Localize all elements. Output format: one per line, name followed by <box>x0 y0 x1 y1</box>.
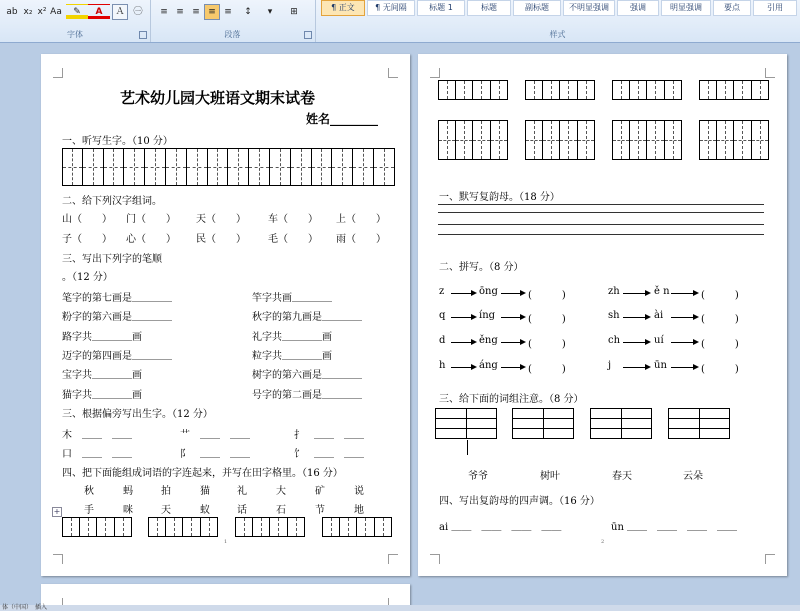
grid-cell <box>438 80 456 100</box>
tianzige-grid <box>235 517 305 537</box>
margin-mark <box>53 554 63 564</box>
char-bottom: 石 <box>276 505 286 516</box>
word-label: 云朵 <box>683 471 703 482</box>
highlight-button[interactable]: ✎ <box>66 4 88 20</box>
style-no-spacing[interactable]: ¶ 无间隔 <box>367 0 415 16</box>
grid-cell <box>491 80 509 100</box>
arrow-icon <box>451 317 475 318</box>
grid-cell <box>473 120 491 160</box>
grid-cell <box>183 517 201 537</box>
pinyin-part: uí <box>654 335 664 346</box>
section-radicals: 三、根据偏旁写出生字。（12 分） <box>62 409 213 420</box>
grid-cell <box>525 80 543 100</box>
pinyin-part: ōng <box>479 286 498 297</box>
char-bottom: 话 <box>237 505 247 516</box>
grid-cell <box>375 517 393 537</box>
name-field: 姓名________ <box>306 112 379 126</box>
pinyin-part: ( ) <box>528 290 566 301</box>
tianzige-grid <box>322 517 392 537</box>
writing-grid <box>612 80 682 100</box>
margin-mark <box>765 68 775 78</box>
char-bottom: 节 <box>315 505 325 516</box>
word-item: 山（ ） <box>62 214 112 225</box>
tone-row: ai ＿＿ ＿＿ ＿＿ ＿＿ <box>439 522 562 533</box>
grid-cell <box>357 517 375 537</box>
stroke-question: 粉字的第六画是＿＿＿＿ <box>62 312 172 323</box>
radical-item: 木 ＿＿ ＿＿ <box>62 430 132 441</box>
grid-cell <box>456 120 474 160</box>
pinyin-part: sh <box>608 310 620 321</box>
section-finals: 一、默写复韵母。（18 分） <box>439 192 560 203</box>
grid-cell <box>630 120 648 160</box>
grid-cell <box>97 517 115 537</box>
word-item: 天（ ） <box>196 214 246 225</box>
arrow-icon <box>623 342 649 343</box>
grid-cell <box>124 148 145 186</box>
arrow-icon <box>623 317 649 318</box>
grid-cell <box>288 517 306 537</box>
pinyin-box <box>512 408 574 439</box>
paragraph-dialog-launcher[interactable] <box>304 31 312 39</box>
arrow-icon <box>501 317 524 318</box>
word-item: 毛（ ） <box>268 234 318 245</box>
writing-grid <box>699 80 769 100</box>
grid-cell <box>148 517 166 537</box>
pinyin-box <box>668 408 730 439</box>
dictation-grid <box>62 148 395 186</box>
writing-grid <box>438 80 508 100</box>
font-dialog-launcher[interactable] <box>139 31 147 39</box>
pinyin-part: ě n <box>654 286 670 297</box>
section-stroke-order: 三、写出下列字的笔顺 <box>62 254 162 265</box>
radical-item: 口 ＿＿ ＿＿ <box>62 449 132 460</box>
stroke-question: 号字的第二画是＿＿＿＿ <box>252 390 362 401</box>
align-left-button[interactable]: ≡ <box>160 7 168 17</box>
grid-cell <box>734 80 752 100</box>
grid-cell <box>291 148 312 186</box>
grid-cell <box>752 80 770 100</box>
pinyin-part: q <box>439 310 446 321</box>
grid-cell <box>166 517 184 537</box>
align-right-button[interactable]: ≡ <box>192 7 200 17</box>
pinyin-part: ěng <box>479 335 498 346</box>
style-emphasis[interactable]: 强调 <box>617 0 659 16</box>
table-move-handle[interactable]: + <box>53 507 61 516</box>
pinyin-box <box>590 408 652 439</box>
char-top: 拍 <box>161 486 171 497</box>
change-case-button[interactable]: Aa <box>50 7 62 17</box>
grid-cell <box>699 80 717 100</box>
grid-cell <box>312 148 333 186</box>
arrow-icon <box>623 367 649 368</box>
word-item: 门（ ） <box>126 214 176 225</box>
style-heading-1[interactable]: 标题 1 <box>417 0 465 16</box>
grid-cell <box>543 80 561 100</box>
margin-mark <box>388 68 398 78</box>
radical-item: 饣 ＿＿ ＿＿ <box>294 449 364 460</box>
section-dictation: 一、听写生字。（10 分） <box>62 136 173 147</box>
stroke-order-score: 。（12 分） <box>62 272 113 283</box>
grid-cell <box>62 148 83 186</box>
paragraph-group <box>150 0 316 42</box>
char-top: 蚂 <box>123 486 133 497</box>
pinyin-part: ( ) <box>701 364 739 375</box>
tianzige-grid <box>62 517 132 537</box>
word-item: 子（ ） <box>62 234 112 245</box>
stroke-question: 迈字的第四画是＿＿＿＿ <box>62 351 172 362</box>
style-quote[interactable]: 引用 <box>753 0 797 16</box>
styles-group-label: 样式 <box>549 30 566 39</box>
superscript-button[interactable]: x² <box>37 7 47 17</box>
grid-cell <box>270 148 291 186</box>
document-page-2[interactable] <box>418 54 787 576</box>
radical-item: 艹 ＿＿ ＿＿ <box>180 430 250 441</box>
enclose-char-button[interactable]: ㊀ <box>133 7 143 17</box>
arrow-icon <box>501 342 524 343</box>
char-bottom: 手 <box>84 505 94 516</box>
pinyin-part: h <box>439 360 446 371</box>
pinyin-part: ( ) <box>528 314 566 325</box>
answer-line <box>438 212 764 213</box>
grid-cell <box>699 120 717 160</box>
arrow-icon <box>451 293 475 294</box>
stroke-question: 竿字共画＿＿＿＿ <box>252 293 332 304</box>
pinyin-part: z <box>439 286 445 297</box>
arrow-icon <box>451 342 475 343</box>
stroke-question: 秋字的第九画是＿＿＿＿ <box>252 312 362 323</box>
section-word-building: 二、给下列汉字组词。 <box>62 196 162 207</box>
grid-cell <box>560 80 578 100</box>
pinyin-part: d <box>439 335 446 346</box>
stroke-question: 宝字共＿＿＿＿画 <box>62 370 142 381</box>
grid-cell <box>560 120 578 160</box>
char-top: 猫 <box>200 486 210 497</box>
grid-cell <box>543 120 561 160</box>
grid-cell <box>612 80 630 100</box>
align-center-button[interactable]: ≡ <box>176 7 184 17</box>
word-label: 爷爷 <box>468 471 488 482</box>
justify-button[interactable]: ≡ <box>204 4 220 20</box>
grid-cell <box>145 148 166 186</box>
writing-grid <box>525 120 595 160</box>
pinyin-part: ( ) <box>701 290 739 301</box>
char-bottom: 咪 <box>123 505 133 516</box>
char-bottom: 蚁 <box>200 505 210 516</box>
pinyin-part: zh <box>608 286 620 297</box>
writing-grid <box>525 80 595 100</box>
section-phonetic: 三、给下面的词组注意。（8 分） <box>439 394 584 405</box>
section-connect-words: 四、把下面能组成词语的字连起来，并写在田字格里。（16 分） <box>62 468 343 479</box>
grid-cell <box>353 148 374 186</box>
text-cursor <box>467 440 468 455</box>
word-item: 车（ ） <box>268 214 318 225</box>
font-group-label: 字体 <box>67 30 83 39</box>
status-bar <box>0 605 800 611</box>
arrow-icon <box>623 293 649 294</box>
grid-cell <box>322 517 340 537</box>
grid-cell <box>491 120 509 160</box>
arrow-icon <box>671 317 697 318</box>
char-bottom: 天 <box>161 505 171 516</box>
style-subtle-emphasis[interactable]: 不明显强调 <box>563 0 615 16</box>
stroke-question: 猫字共＿＿＿＿画 <box>62 390 142 401</box>
style-subtitle[interactable]: 副标题 <box>513 0 561 16</box>
grid-cell <box>647 120 665 160</box>
answer-line <box>438 204 764 205</box>
radical-item: 阝 ＿＿ ＿＿ <box>180 449 250 460</box>
writing-grid <box>438 120 508 160</box>
shading-button[interactable]: ▾ <box>267 7 273 17</box>
grid-cell <box>578 80 596 100</box>
arrow-icon <box>451 367 475 368</box>
style-strong[interactable]: 要点 <box>713 0 751 16</box>
margin-mark <box>765 554 775 564</box>
margin-mark <box>53 68 63 78</box>
tone-row: ūn ＿＿ ＿＿ ＿＿ ＿＿ <box>611 522 738 533</box>
grid-cell <box>228 148 249 186</box>
grid-cell <box>734 120 752 160</box>
subscript-button[interactable]: x₂ <box>23 7 33 17</box>
answer-line <box>438 234 764 235</box>
tianzige-grid <box>148 517 218 537</box>
stroke-question: 粒字共＿＿＿＿画 <box>252 351 332 362</box>
grid-cell <box>665 80 683 100</box>
styles-group <box>315 0 800 42</box>
paragraph-group-label: 段落 <box>224 30 241 39</box>
grid-cell <box>270 517 288 537</box>
pinyin-part: ài <box>654 310 664 321</box>
pinyin-part: íng <box>479 310 496 321</box>
line-spacing-button[interactable]: ↕ <box>244 7 252 17</box>
stroke-question: 礼字共＿＿＿＿画 <box>252 332 332 343</box>
char-bottom: 地 <box>354 505 364 516</box>
stroke-question: 笔字的第七画是＿＿＿＿ <box>62 293 172 304</box>
grid-cell <box>62 517 80 537</box>
status-text: 体（中国） 插入 <box>2 604 48 611</box>
arrow-icon <box>501 367 524 368</box>
grid-cell <box>630 80 648 100</box>
char-top: 秋 <box>84 486 94 497</box>
grid-cell <box>201 517 219 537</box>
grid-cell <box>83 148 104 186</box>
style-title[interactable]: 标题 <box>467 0 511 16</box>
strikethrough-button[interactable]: ab <box>6 7 18 17</box>
stroke-question: 路字共＿＿＿＿画 <box>62 332 142 343</box>
word-item: 雨（ ） <box>336 234 386 245</box>
section-tones: 四、写出复韵母的四声调。（16 分） <box>439 496 600 507</box>
font-color-button[interactable]: A <box>88 4 110 20</box>
page-number: 1 <box>224 539 228 545</box>
grid-cell <box>717 80 735 100</box>
pinyin-part: ch <box>608 335 621 346</box>
grid-cell <box>374 148 395 186</box>
grid-cell <box>166 148 187 186</box>
word-item: 心（ ） <box>126 234 176 245</box>
arrow-icon <box>671 293 697 294</box>
pinyin-part: ( ) <box>701 339 739 350</box>
word-label: 树叶 <box>540 471 560 482</box>
style-normal[interactable]: ¶ 正文 <box>321 0 365 16</box>
word-item: 上（ ） <box>336 214 386 225</box>
exam-title: 艺术幼儿园大班语文期末试卷 <box>120 89 316 107</box>
grid-cell <box>115 517 133 537</box>
word-label: 春天 <box>612 471 632 482</box>
margin-mark <box>388 554 398 564</box>
pinyin-part: j <box>608 360 612 371</box>
grid-cell <box>456 80 474 100</box>
grid-cell <box>332 148 353 186</box>
radical-item: 扌 ＿＿ ＿＿ <box>294 430 364 441</box>
section-spelling: 二、拼写。（8 分） <box>439 262 524 273</box>
writing-grid <box>699 120 769 160</box>
answer-line <box>438 224 764 225</box>
document-page-1[interactable] <box>41 54 410 576</box>
grid-cell <box>525 120 543 160</box>
grid-cell <box>752 120 770 160</box>
pinyin-part: ( ) <box>528 339 566 350</box>
grid-cell <box>340 517 358 537</box>
pinyin-part: ( ) <box>701 314 739 325</box>
grid-cell <box>473 80 491 100</box>
grid-cell <box>717 120 735 160</box>
page-number: 2 <box>601 539 605 545</box>
grid-cell <box>208 148 229 186</box>
grid-cell <box>665 120 683 160</box>
margin-mark <box>430 554 440 564</box>
grid-cell <box>438 120 456 160</box>
pinyin-part: ( ) <box>528 364 566 375</box>
stroke-question: 树字的第六画是＿＿＿＿ <box>252 370 362 381</box>
char-top: 大 <box>276 486 286 497</box>
char-top: 矿 <box>315 486 325 497</box>
font-group <box>0 0 151 42</box>
distributed-button[interactable]: ≡ <box>224 7 232 17</box>
arrow-icon <box>671 342 697 343</box>
word-item: 民（ ） <box>196 234 246 245</box>
writing-grid <box>612 120 682 160</box>
char-shading-button[interactable]: Ａ <box>112 4 128 20</box>
grid-cell <box>578 120 596 160</box>
arrow-icon <box>501 293 524 294</box>
grid-cell <box>104 148 125 186</box>
pinyin-part: ūn <box>654 360 667 371</box>
grid-cell <box>187 148 208 186</box>
char-top: 说 <box>354 486 364 497</box>
ribbon <box>0 0 800 43</box>
arrow-icon <box>671 367 697 368</box>
grid-cell <box>80 517 98 537</box>
char-top: 礼 <box>237 486 247 497</box>
margin-mark <box>430 68 440 78</box>
borders-button[interactable]: ⊞ <box>290 7 298 17</box>
grid-cell <box>235 517 253 537</box>
grid-cell <box>647 80 665 100</box>
grid-cell <box>253 517 271 537</box>
grid-cell <box>612 120 630 160</box>
style-intense-emphasis[interactable]: 明显强调 <box>661 0 711 16</box>
grid-cell <box>249 148 270 186</box>
pinyin-box <box>435 408 497 439</box>
pinyin-part: áng <box>479 360 498 371</box>
